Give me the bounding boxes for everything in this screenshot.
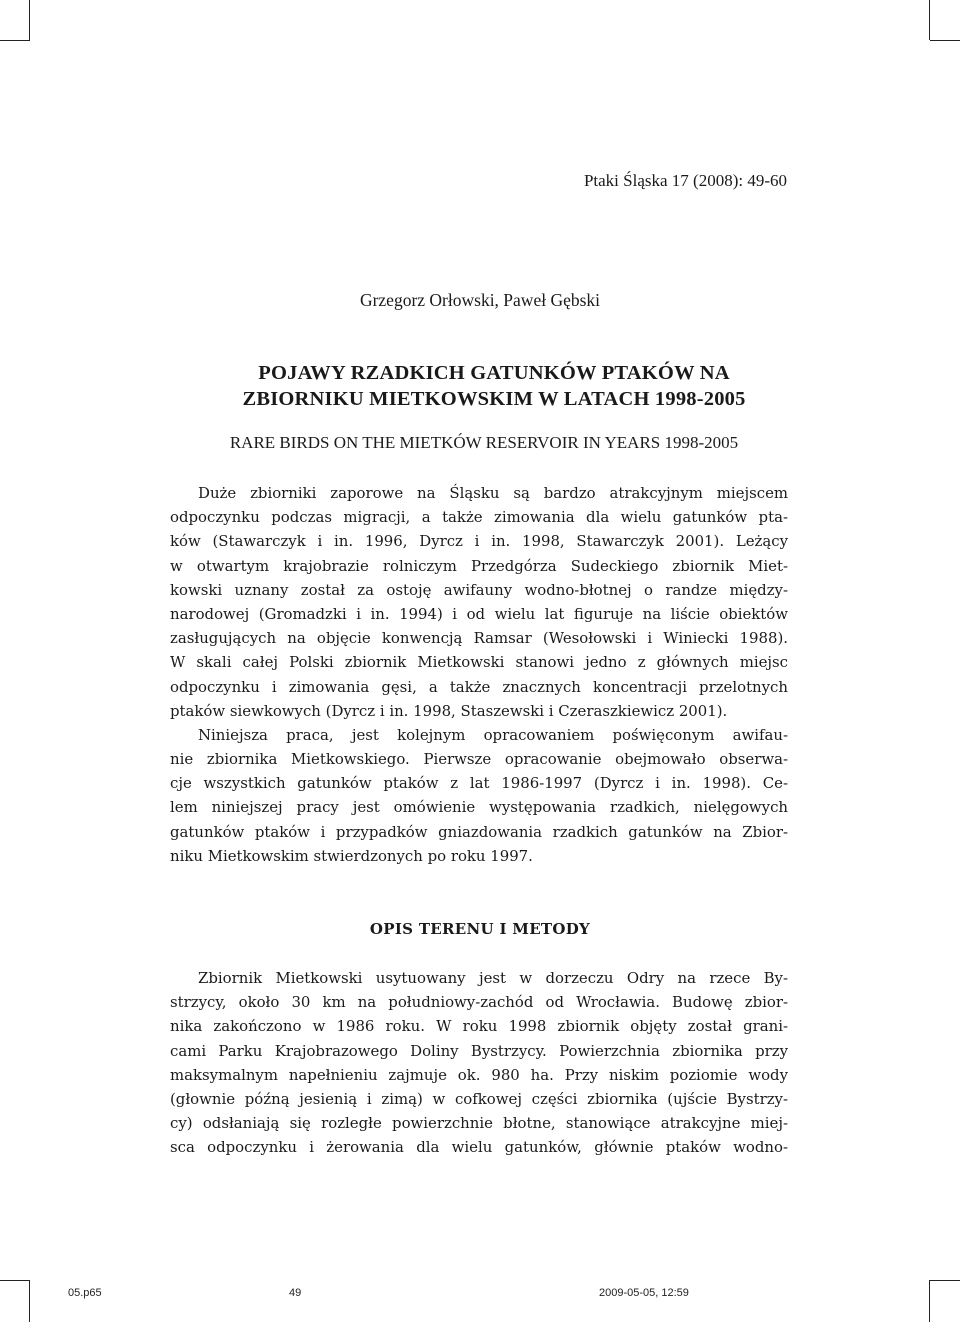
text-line: cy) odsłaniają się rozległe powierzchnie błotne, stanowiące atrakcyjne miej- xyxy=(170,1114,788,1133)
text-line: Duże zbiorniki zaporowe na Śląsku są bardzo atrakcyjnym miejscem xyxy=(198,484,788,502)
text-line: niku Mietkowskim stwierdzonych po roku 1997. xyxy=(170,846,533,865)
text-line: odpoczynku podczas migracji, a także zimowania dla wielu gatunków pta- xyxy=(170,508,788,527)
text-line: maksymalnym napełnieniu zajmuje ok. 980 ha. Przy niskim poziomie wody xyxy=(170,1065,788,1084)
crop-mark-top-left-h xyxy=(0,40,30,41)
crop-mark-top-left-v xyxy=(29,0,30,40)
crop-mark-bottom-left-v xyxy=(29,1280,30,1322)
text-line: cami Parku Krajobrazowego Doliny Bystrzycy. Powierzchnia zbiornika przy xyxy=(170,1041,788,1060)
section-heading: OPIS TERENU I METODY xyxy=(369,920,591,938)
text-line: nie zbiornika Mietkowskiego. Pierwsze opracowanie obejmowało obserwa- xyxy=(170,750,788,769)
journal-reference: Ptaki Śląska 17 (2008): 49-60 xyxy=(583,171,787,190)
text-line: Niniejsza praca, jest kolejnym opracowaniem poświęconym awifau- xyxy=(198,725,788,744)
text-line: Zbiornik Mietkowski usytuowany jest w dorzeczu Odry na rzece By- xyxy=(198,969,788,987)
article-title xyxy=(0,360,960,412)
title-line: ZBIORNIKU MIETKOWSKIM W LATACH 1998-2005 xyxy=(242,388,746,410)
intro-paragraphs xyxy=(170,481,788,868)
text-line: lem niniejszej pracy jest omówienie występowania rzadkich, nielęgowych xyxy=(170,798,788,817)
text-line: ptaków siewkowych (Dyrcz i in. 1998, Staszewski i Czeraszkiewicz 2001). xyxy=(170,701,728,720)
text-line: nika zakończono w 1986 roku. W roku 1998 zbiornik objęty został grani- xyxy=(170,1017,788,1036)
section-paragraph xyxy=(170,966,788,1160)
crop-mark-bottom-right-h xyxy=(930,1280,960,1281)
text-line: gatunków ptaków i przypadków gniazdowania rzadkich gatunków na Zbior- xyxy=(170,822,788,841)
crop-mark-top-right-h xyxy=(930,40,960,41)
text-line: narodowej (Gromadzki i in. 1994) i od wielu lat figuruje na liście obiektów xyxy=(170,604,788,623)
crop-mark-top-right-v xyxy=(929,0,930,40)
text-line: kowski uznany został za ostoję awifauny wodno-błotnej o randze między- xyxy=(170,580,788,599)
footer-page-number: 49 xyxy=(289,1287,302,1299)
text-line: ków (Stawarczyk i in. 1996, Dyrcz i in. 1998, Stawarczyk 2001). Leżący xyxy=(170,532,788,551)
footer-timestamp: 2009-05-05, 12:59 xyxy=(599,1287,689,1299)
text-line: zasługujących na objęcie konwencją Ramsar (Wesołowski i Winiecki 1988). xyxy=(170,629,788,648)
text-line: strzycy, około 30 km na południowy-zachód od Wrocławia. Budowę zbior- xyxy=(170,993,788,1012)
text-line: w otwartym krajobrazie rolniczym Przedgórza Sudeckiego zbiornik Miet- xyxy=(170,556,788,575)
text-line: (głownie późną jesienią i zimą) w cofkowej części zbiornika (ujście Bystrzy- xyxy=(170,1089,788,1108)
crop-mark-bottom-left-h xyxy=(0,1280,30,1281)
text-line: W skali całej Polski zbiornik Mietkowski stanowi jedno z głównych miejsc xyxy=(170,653,788,672)
text-line: odpoczynku i zimowania gęsi, a także znacznych koncentracji przelotnych xyxy=(170,677,788,696)
text-line: cje wszystkich gatunków ptaków z lat 1986-1997 (Dyrcz i in. 1998). Ce- xyxy=(170,774,788,793)
title-line: POJAWY RZADKICH GATUNKÓW PTAKÓW NA xyxy=(258,362,730,384)
english-title: RARE BIRDS ON THE MIETKÓW RESERVOIR IN YEARS 1998-2005 xyxy=(229,433,739,452)
text-line: sca odpoczynku i żerowania dla wielu gatunków, głównie ptaków wodno- xyxy=(170,1138,788,1157)
crop-mark-bottom-right-v xyxy=(929,1280,930,1322)
footer-filename: 05.p65 xyxy=(68,1287,102,1299)
authors: Grzegorz Orłowski, Paweł Gębski xyxy=(359,290,601,310)
